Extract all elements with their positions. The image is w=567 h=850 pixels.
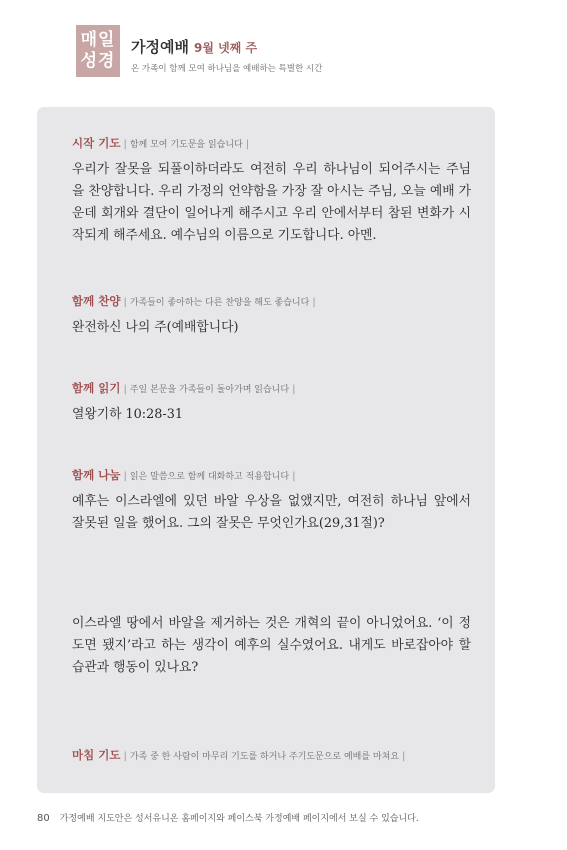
sharing-question-2: 이스라엘 땅에서 바알을 제거하는 것은 개혁의 끝이 아니었어요. ‘이 정도면 됐지’라고 하는 생각이 예후의 실수였어요. 내게도 바로잡아야 할 습관과 행동이 있나요? bbox=[72, 616, 471, 675]
section-header bbox=[72, 747, 471, 765]
divider: | bbox=[245, 139, 250, 150]
section-header bbox=[72, 135, 471, 153]
section-body: 완전하신 나의 주(예배합니다) bbox=[72, 320, 239, 335]
divider: | bbox=[123, 471, 127, 482]
divider: | bbox=[292, 471, 296, 482]
section-praise bbox=[72, 293, 471, 339]
divider: | bbox=[123, 751, 127, 762]
section-desc: 함께 모여 기도문을 읽습니다 bbox=[129, 140, 243, 150]
section-body: 열왕기하 10:28-31 bbox=[72, 407, 184, 422]
section-desc: 읽은 말씀으로 함께 대화하고 적용합니다 bbox=[129, 472, 290, 482]
sharing-question-1: 예후는 이스라엘에 있던 바알 우상을 없앴지만, 여전히 하나님 앞에서 잘못된 일을 했어요. 그의 잘못은 무엇인가요(29,31절)? bbox=[72, 494, 471, 531]
maeil-seonggyeong-logo bbox=[76, 25, 120, 77]
title-text: 가정예배 bbox=[131, 38, 189, 56]
section-header bbox=[72, 293, 471, 311]
divider: | bbox=[312, 297, 316, 308]
logo-line1: 매일 bbox=[80, 30, 116, 50]
week-label: 9월 넷째 주 bbox=[193, 41, 258, 55]
section-title: 함께 읽기 bbox=[72, 381, 121, 395]
section-header bbox=[72, 467, 471, 485]
page-title bbox=[131, 36, 257, 57]
section-header bbox=[72, 380, 471, 398]
section-desc: 주일 본문을 가족들이 돌아가며 읽습니다 bbox=[129, 385, 290, 395]
page-subtitle: 온 가족이 함께 모여 하나님을 예배하는 특별한 시간 bbox=[131, 64, 323, 74]
section-sharing-question-2 bbox=[72, 607, 471, 679]
divider: | bbox=[292, 384, 296, 395]
section-title: 함께 나눔 bbox=[72, 468, 121, 482]
page-footer bbox=[37, 811, 419, 824]
section-title: 시작 기도 bbox=[72, 136, 121, 150]
section-desc: 가족 중 한 사람이 마무리 기도를 하거나 주기도문으로 예배를 마쳐요 bbox=[129, 752, 400, 762]
footer-note: 가정예배 지도안은 성서유니온 홈페이지와 페이스북 가정예배 페이지에서 보실 수 있습니다. bbox=[59, 814, 419, 824]
section-closing-prayer bbox=[72, 747, 471, 765]
divider: | bbox=[123, 297, 127, 308]
worship-guide-card bbox=[37, 107, 495, 793]
section-reading bbox=[72, 380, 471, 426]
section-title: 함께 찬양 bbox=[72, 294, 121, 308]
section-opening-prayer bbox=[72, 135, 471, 247]
section-body: 우리가 잘못을 되풀이하더라도 여전히 우리 하나님이 되어주시는 주님을 찬양합니다. 우리 가정의 언약함을 가장 잘 아시는 주님, 오늘 예배 가운데 회개와 결단이 일어나게 해주시고 우리 안에서부터 참된 변화가 시작되게 해주세요. 예수님의 이름으로 기도합니다. 아멘. bbox=[72, 162, 472, 243]
section-desc: 가족들이 좋아하는 다른 찬양을 해도 좋습니다 bbox=[129, 298, 310, 308]
page-number: 80 bbox=[37, 813, 50, 824]
section-title: 마침 기도 bbox=[72, 748, 121, 762]
divider: | bbox=[123, 139, 127, 150]
divider: | bbox=[402, 751, 406, 762]
section-sharing bbox=[72, 467, 471, 535]
logo-line2: 성경 bbox=[80, 51, 116, 71]
divider: | bbox=[123, 384, 127, 395]
